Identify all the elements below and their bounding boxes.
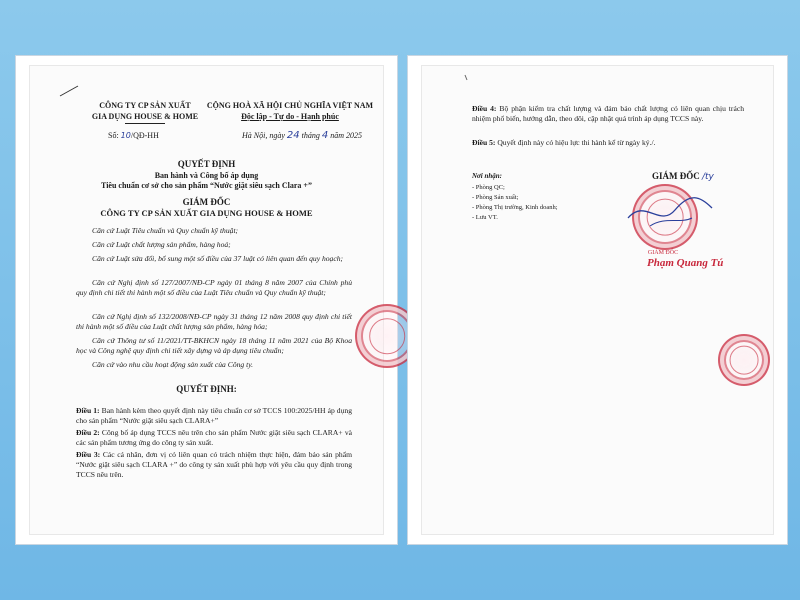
stamp-title: GIÁM ĐỐC [647, 250, 679, 256]
pen-mark-icon [464, 74, 470, 82]
basis-7: Căn cứ vào nhu cầu hoạt động sản xuất của Công ty. [92, 360, 254, 369]
recipient-2: - Phòng Sản xuất; [472, 194, 519, 201]
basis-2: Căn cứ Luật chất lượng sản phẩm, hàng hoá; [92, 240, 231, 249]
signer-name: Phạm Quang Tú [647, 257, 724, 269]
recipient-3: - Phòng Thị trường, Kinh doanh; [472, 204, 558, 211]
pen-mark-icon [58, 84, 80, 98]
director-title: GIÁM ĐỐC [182, 197, 231, 207]
article-1: Điều 1: Ban hành kèm theo quyết định này tiêu chuẩn cơ sở TCCS 100:2025/HH áp dụng cho sản phẩm “Nước giặt siêu sạch CLARA+” [76, 406, 352, 425]
article-3: Điều 3: Các cá nhân, đơn vị có liên quan có trách nhiệm thực hiện, đảm bảo sản phẩm “Nước giặt siêu sạch CLARA +” do công ty sản xuất phù hợp với yêu cầu quy định trong TCCS nêu trên. [76, 450, 352, 479]
doc-date: Hà Nội, ngày 24 tháng 4 năm 2025 [242, 130, 363, 141]
company-underline [125, 123, 165, 124]
document-page-1 [30, 66, 383, 534]
decision-heading: QUYẾT ĐỊNH: [176, 384, 237, 394]
basis-4: Căn cứ Nghị định số 127/2007/NĐ-CP ngày 01 tháng 8 năm 2007 của Chính phủ quy định chi tiết thi hành một số điều của Luật Tiêu chuẩn và Quy chuẩn kỹ thuật; [76, 278, 352, 297]
basis-6: Căn cứ Thông tư số 11/2021/TT-BKHCN ngày 18 tháng 11 năm 2021 của Bộ Khoa học và Công nghệ quy định chi tiết xây dựng và áp dụng tiêu chuẩn; [76, 336, 352, 355]
doc-number: Số: 10/QĐ-HH [108, 131, 159, 140]
left-page-panel [15, 55, 398, 545]
article-2: Điều 2: Công bố áp dụng TCCS nêu trên cho sản phẩm Nước giặt siêu sạch CLARA+ và các sản phẩm tương ứng do công ty sản xuất. [76, 428, 352, 447]
doc-subtitle2: Tiêu chuẩn cơ sở cho sản phẩm “Nước giặt siêu sạch Clara +” [101, 181, 312, 190]
nation-line2: Độc lập - Tự do - Hạnh phúc [241, 112, 339, 121]
recipients-heading: Nơi nhận: [472, 172, 503, 180]
director-company: CÔNG TY CP SẢN XUẤT GIA DỤNG HOUSE & HOME [100, 208, 313, 218]
basis-3: Căn cứ Luật sửa đổi, bổ sung một số điều của 37 luật có liên quan đến quy hoạch; [92, 254, 344, 263]
recipient-1: - Phòng QC; [472, 184, 505, 191]
article-4: Điều 4: Bộ phận kiểm tra chất lượng và đảm bảo chất lượng có liên quan chịu trách nhiệm phổ biến, hướng dẫn, theo dõi, cập nhật quá trình áp dụng TCCS này. [472, 104, 744, 123]
basis-5: Căn cứ Nghị định số 132/2008/NĐ-CP ngày 31 tháng 12 năm 2008 quy định chi tiết thi hành một số điều của Luật chất lượng sản phẩm, hàng hóa; [76, 312, 352, 331]
doc-title: QUYẾT ĐỊNH [177, 159, 236, 169]
basis-1: Căn cứ Luật Tiêu chuẩn và Quy chuẩn kỹ thuật; [92, 226, 239, 235]
article-5: Điều 5: Quyết định này có hiệu lực thi hành kể từ ngày ký./. [472, 138, 656, 147]
document-page-2 [422, 66, 773, 534]
doc-subtitle1: Ban hành và Công bố áp dụng [154, 171, 259, 180]
recipient-4: - Lưu VT. [472, 214, 498, 221]
signer-title: GIÁM ĐỐC /ty [652, 171, 714, 182]
signature-icon [620, 188, 720, 238]
right-page-panel [407, 55, 788, 545]
nation-line1: CỘNG HOÀ XÃ HỘI CHỦ NGHĨA VIỆT NAM [206, 101, 374, 110]
company-stamp-partial [718, 334, 770, 386]
company-name-line1: CÔNG TY CP SẢN XUẤT [99, 101, 191, 110]
company-name-line2: GIA DỤNG HOUSE & HOME [91, 112, 199, 121]
